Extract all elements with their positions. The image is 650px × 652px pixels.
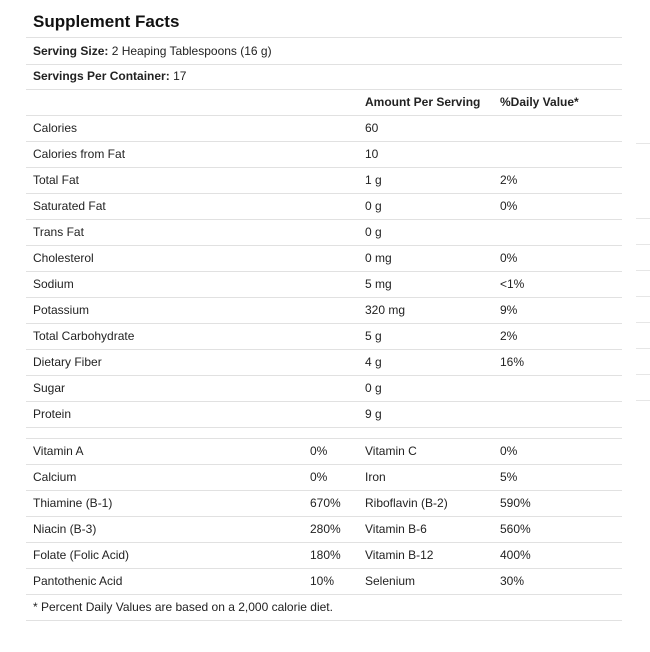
nutrient-row: [26, 167, 622, 194]
vitamin-name: Vitamin A: [33, 444, 84, 458]
nutrient-row: [26, 245, 622, 272]
servings-per-container-row: [26, 63, 622, 90]
servings-per-container-label: Servings Per Container:: [33, 69, 170, 83]
serving-size-row: [26, 37, 622, 65]
vitamin-name: Riboflavin (B-2): [365, 496, 448, 510]
nutrient-daily-value: 16%: [500, 355, 525, 369]
daily-value-header: %Daily Value*: [500, 95, 579, 109]
nutrient-row: [26, 349, 622, 376]
vitamin-name: Vitamin B-6: [365, 522, 427, 536]
servings-per-container-value: 17: [173, 69, 187, 83]
vitamin-name: Pantothenic Acid: [33, 574, 123, 588]
vitamin-row: [26, 490, 622, 517]
nutrient-daily-value: <1%: [500, 277, 525, 291]
nutrient-row: [26, 401, 622, 428]
nutrient-name: Dietary Fiber: [33, 355, 102, 369]
vitamin-row: [26, 438, 622, 465]
vitamin-name: Calcium: [33, 470, 77, 484]
vitamin-daily-value: 0%: [500, 444, 518, 458]
nutrient-name: Calories from Fat: [33, 147, 126, 161]
nutrient-daily-value: 0%: [500, 199, 518, 213]
footnote-row: [26, 594, 622, 621]
footnote: * Percent Daily Values are based on a 2,000 calorie diet.: [33, 600, 333, 614]
vitamin-name: Vitamin B-12: [365, 548, 434, 562]
nutrient-amount: 0 mg: [365, 251, 392, 265]
nutrient-daily-value: 9%: [500, 303, 518, 317]
vitamin-daily-value: 30%: [500, 574, 525, 588]
edge-mark: [636, 348, 650, 349]
nutrient-amount: 320 mg: [365, 303, 406, 317]
nutrient-amount: 0 g: [365, 381, 382, 395]
nutrient-name: Sugar: [33, 381, 66, 395]
nutrient-amount: 60: [365, 121, 379, 135]
vitamin-name: Folate (Folic Acid): [33, 548, 130, 562]
nutrient-row: [26, 141, 622, 168]
nutrient-daily-value: 2%: [500, 329, 518, 343]
nutrient-row: [26, 219, 622, 246]
vitamin-daily-value: 10%: [310, 574, 335, 588]
vitamin-daily-value: 5%: [500, 470, 518, 484]
vitamin-name: Niacin (B-3): [33, 522, 97, 536]
nutrient-name: Sodium: [33, 277, 74, 291]
nutrient-amount: 5 g: [365, 329, 382, 343]
nutrient-name: Calories: [33, 121, 78, 135]
edge-mark: [636, 143, 650, 144]
edge-mark: [636, 270, 650, 271]
serving-size-label: Serving Size:: [33, 44, 109, 58]
vitamin-row: [26, 568, 622, 595]
edge-mark: [636, 400, 650, 401]
nutrient-row: [26, 323, 622, 350]
nutrient-name: Cholesterol: [33, 251, 94, 265]
nutrient-row: [26, 375, 622, 402]
nutrient-amount: 0 g: [365, 199, 382, 213]
nutrient-amount: 4 g: [365, 355, 382, 369]
nutrient-name: Potassium: [33, 303, 90, 317]
edge-mark: [636, 218, 650, 219]
nutrient-row: [26, 271, 622, 298]
nutrient-name: Saturated Fat: [33, 199, 106, 213]
vitamin-daily-value: 400%: [500, 548, 531, 562]
panel-title: Supplement Facts: [33, 12, 180, 31]
nutrient-amount: 0 g: [365, 225, 382, 239]
vitamin-row: [26, 516, 622, 543]
nutrient-row: [26, 297, 622, 324]
edge-mark: [636, 374, 650, 375]
vitamin-row: [26, 464, 622, 491]
nutrient-name: Protein: [33, 407, 72, 421]
vitamin-name: Thiamine (B-1): [33, 496, 113, 510]
vitamin-daily-value: 590%: [500, 496, 531, 510]
nutrient-amount: 9 g: [365, 407, 382, 421]
nutrient-name: Total Carbohydrate: [33, 329, 135, 343]
nutrient-row: [26, 115, 622, 142]
vitamin-daily-value: 670%: [310, 496, 341, 510]
nutrient-daily-value: 0%: [500, 251, 518, 265]
serving-size-value: 2 Heaping Tablespoons (16 g): [111, 44, 272, 58]
vitamin-name: Vitamin C: [365, 444, 417, 458]
edge-mark: [636, 322, 650, 323]
nutrient-amount: 1 g: [365, 173, 382, 187]
nutrient-daily-value: 2%: [500, 173, 518, 187]
vitamin-daily-value: 560%: [500, 522, 531, 536]
vitamin-name: Selenium: [365, 574, 416, 588]
nutrient-amount: 10: [365, 147, 379, 161]
vitamin-daily-value: 280%: [310, 522, 341, 536]
nutrient-name: Total Fat: [33, 173, 80, 187]
nutrient-amount: 5 mg: [365, 277, 392, 291]
vitamin-row: [26, 542, 622, 569]
nutrient-row: [26, 193, 622, 220]
vitamin-daily-value: 0%: [310, 444, 328, 458]
edge-mark: [636, 296, 650, 297]
vitamin-name: Iron: [365, 470, 386, 484]
vitamin-daily-value: 0%: [310, 470, 328, 484]
edge-mark: [636, 244, 650, 245]
vitamin-daily-value: 180%: [310, 548, 341, 562]
nutrient-name: Trans Fat: [33, 225, 84, 239]
column-header-row: [26, 89, 622, 116]
amount-per-serving-header: Amount Per Serving: [365, 95, 481, 109]
